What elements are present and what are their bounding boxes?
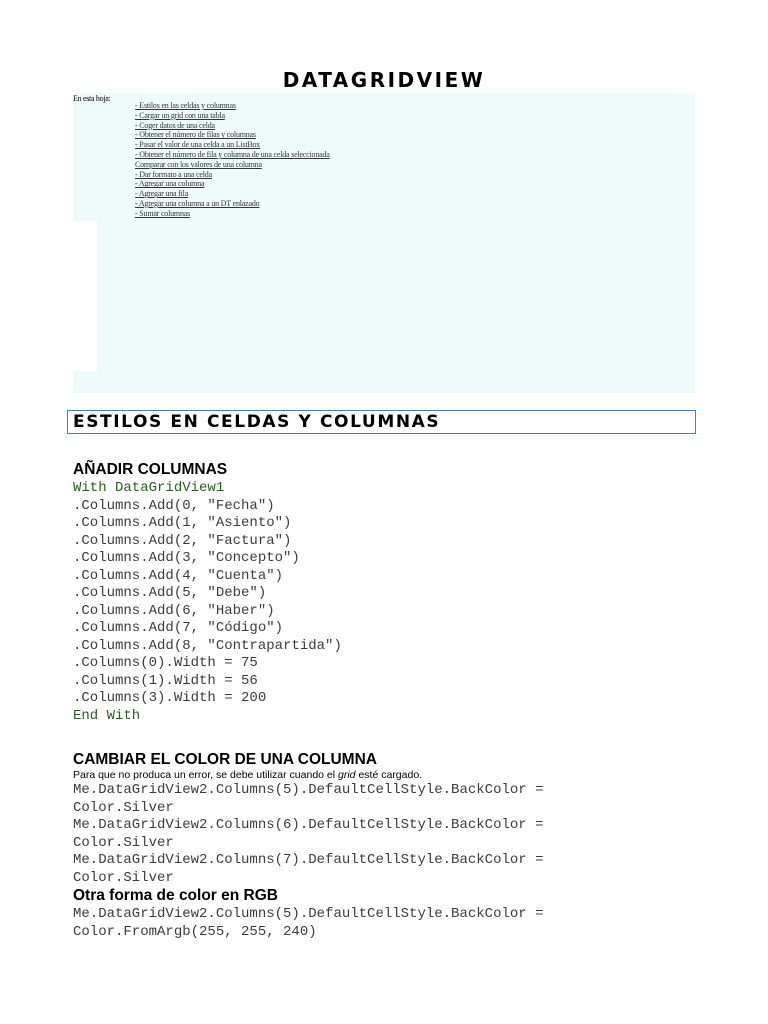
toc-item	[135, 140, 330, 150]
toc-gutter	[73, 221, 97, 371]
toc-link-numero-filas[interactable]: - Obtener el número de filas y columnas	[135, 130, 256, 140]
code-line: .Columns.Add(8, "Contrapartida")	[73, 637, 342, 654]
toc-item	[135, 170, 330, 180]
toc-item	[135, 179, 330, 189]
code-line: Color.FromArgb(255, 255, 240)	[73, 923, 317, 940]
note-emphasis: grid	[338, 769, 356, 781]
code-line: .Columns.Add(5, "Debe")	[73, 585, 267, 601]
toc-item	[135, 121, 330, 131]
change-color-heading: CAMBIAR EL COLOR DE UNA COLUMNA	[73, 751, 377, 768]
code-line: .Columns(1).Width = 56	[73, 672, 258, 689]
code-line: Me.DataGridView2.Columns(7).DefaultCellStyle.BackColor =	[73, 852, 544, 868]
add-columns-code	[73, 480, 342, 725]
toc-link-formato[interactable]: - Dar formato a una celda	[135, 169, 212, 179]
code-line: With DataGridView1	[73, 480, 225, 496]
note-text: esté cargado.	[355, 769, 423, 781]
code-line: Color.Silver	[73, 799, 174, 816]
table-of-contents	[73, 93, 695, 393]
toc-item	[135, 199, 330, 209]
section-header	[67, 410, 696, 434]
code-line: .Columns.Add(2, "Factura")	[73, 532, 292, 549]
toc-item	[135, 209, 330, 219]
toc-list	[135, 101, 330, 219]
toc-item	[135, 111, 330, 121]
code-line: .Columns(0).Width = 75	[73, 655, 258, 671]
rgb-heading: Otra forma de color en RGB	[73, 887, 278, 904]
toc-item	[135, 130, 330, 140]
toc-link-comparar[interactable]: Comparar con los valores de una columna	[135, 159, 262, 169]
toc-label: En esta hoja:	[73, 94, 111, 103]
code-line: .Columns.Add(0, "Fecha")	[73, 497, 275, 514]
toc-link-agregar-fila[interactable]: - Agregar una fila	[135, 189, 189, 199]
section-title: ESTILOS EN CELDAS Y COLUMNAS	[73, 412, 441, 432]
code-line: Me.DataGridView2.Columns(5).DefaultCellStyle.BackColor =	[73, 782, 544, 798]
code-line: .Columns.Add(6, "Haber")	[73, 602, 275, 619]
toc-item	[135, 150, 330, 160]
toc-link-estilos[interactable]: - Estilos en las celdas y columnas	[135, 101, 236, 110]
toc-link-sumar[interactable]: - Sumar columnas	[135, 208, 191, 218]
rgb-code	[73, 906, 543, 941]
code-line: Me.DataGridView2.Columns(5).DefaultCellStyle.BackColor =	[73, 906, 544, 922]
change-color-code	[73, 782, 543, 887]
note-text: Para que no produca un error, se debe utilizar cuando el	[73, 769, 339, 781]
code-line: Me.DataGridView2.Columns(6).DefaultCellStyle.BackColor =	[73, 817, 544, 833]
change-color-note	[73, 769, 422, 781]
code-line: .Columns.Add(3, "Concepto")	[73, 550, 300, 566]
add-columns-heading: AÑADIR COLUMNAS	[73, 461, 228, 478]
toc-item	[135, 101, 330, 111]
toc-item	[135, 189, 330, 199]
toc-link-agregar-columna[interactable]: - Agregar una columna	[135, 179, 205, 189]
code-line: .Columns.Add(7, "Código")	[73, 620, 284, 636]
code-line: .Columns(3).Width = 200	[73, 690, 267, 706]
toc-link-coger-datos[interactable]: - Coger datos de una celda	[135, 120, 215, 130]
toc-link-celda-seleccionada[interactable]: - Obtener el número de fila y columna de una celda seleccionada	[135, 149, 330, 159]
code-line: .Columns.Add(1, "Asiento")	[73, 515, 292, 531]
toc-link-listbox[interactable]: - Pasar el valor de una celda a un ListBox	[135, 140, 261, 150]
code-line: Color.Silver	[73, 834, 174, 851]
code-line: End With	[73, 707, 141, 724]
toc-link-cargar-grid[interactable]: - Cargar un grid con una tabla	[135, 110, 225, 120]
code-line: .Columns.Add(4, "Cuenta")	[73, 567, 284, 584]
page-title: DATAGRIDVIEW	[282, 68, 486, 92]
toc-link-columna-dt[interactable]: - Agregar una columna a un DT enlazado	[135, 198, 260, 208]
toc-item	[135, 160, 330, 170]
code-line: Color.Silver	[73, 869, 174, 886]
